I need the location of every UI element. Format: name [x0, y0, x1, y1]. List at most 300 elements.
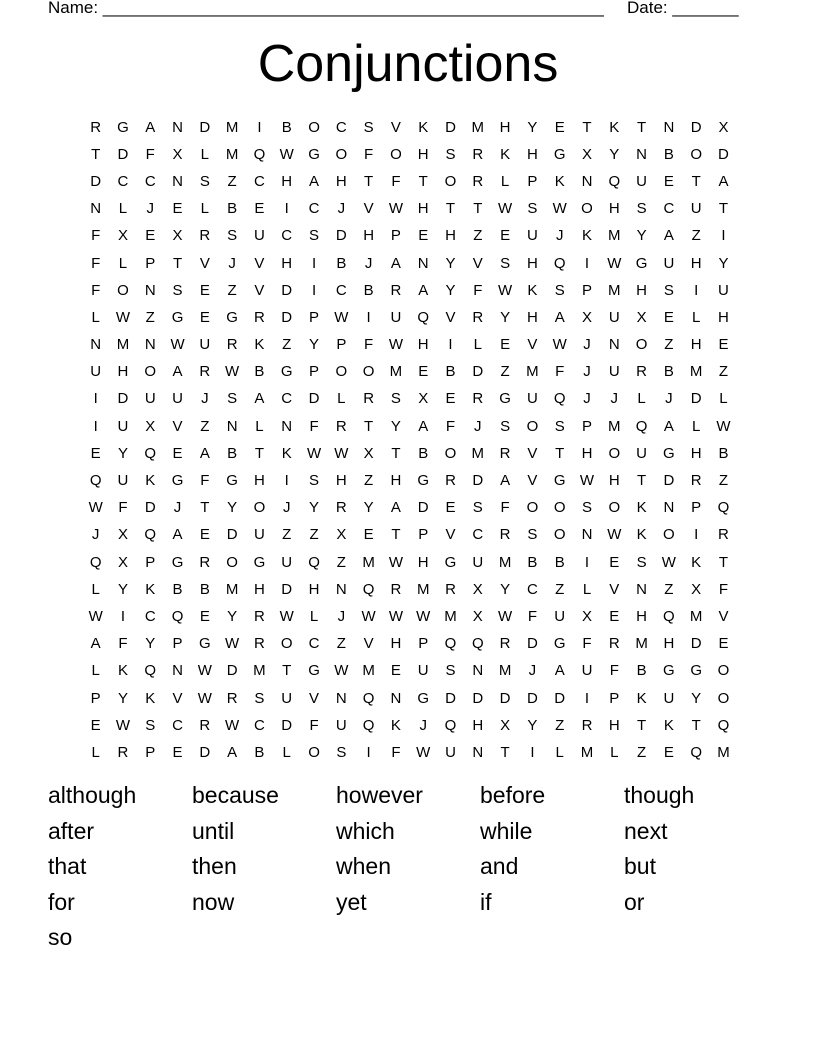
- grid-letter: V: [254, 281, 265, 299]
- grid-letter: X: [172, 145, 183, 163]
- grid-letter: U: [117, 417, 129, 435]
- grid-letter: H: [417, 145, 429, 163]
- grid-letter: M: [498, 662, 512, 680]
- grid-letter: J: [419, 716, 427, 734]
- grid-letter: S: [554, 417, 565, 435]
- grid-letter: N: [608, 336, 620, 354]
- grid-letter: S: [636, 200, 647, 218]
- grid-letter: Y: [309, 336, 320, 354]
- grid-letter: N: [663, 499, 675, 517]
- word-list-item: until: [192, 817, 235, 844]
- grid-letter: N: [417, 254, 429, 272]
- grid-letter: R: [581, 716, 593, 734]
- grid-letter: S: [227, 390, 238, 408]
- grid-letter: M: [116, 336, 130, 354]
- grid-letter: W: [225, 363, 240, 381]
- grid-letter: G: [199, 635, 211, 653]
- grid-letter: U: [254, 526, 265, 544]
- grid-letter: S: [527, 200, 538, 218]
- grid-letter: U: [526, 227, 538, 245]
- grid-letter: M: [635, 635, 648, 653]
- grid-letter: X: [117, 526, 128, 544]
- grid-letter: Q: [362, 580, 375, 598]
- grid-letter: N: [335, 580, 347, 598]
- grid-letter: T: [718, 200, 729, 218]
- grid-letter: J: [337, 200, 346, 218]
- grid-letter: S: [636, 553, 647, 571]
- grid-letter: E: [199, 281, 210, 299]
- grid-letter: K: [663, 716, 674, 734]
- grid-letter: P: [145, 553, 156, 571]
- grid-letter: W: [334, 662, 349, 680]
- grid-letter: J: [665, 390, 673, 408]
- grid-letter: D: [281, 308, 293, 326]
- grid-letter: Q: [362, 716, 375, 734]
- grid-letter: Q: [690, 743, 703, 761]
- grid-letter: X: [718, 118, 729, 136]
- grid-letter: P: [418, 635, 429, 653]
- grid-letter: U: [690, 200, 702, 218]
- grid-letter: W: [361, 607, 376, 625]
- grid-letter: T: [91, 145, 101, 163]
- grid-letter: L: [91, 743, 100, 761]
- grid-letter: F: [118, 635, 128, 653]
- grid-letter: F: [718, 580, 729, 598]
- grid-letter: T: [364, 172, 374, 190]
- grid-letter: Y: [390, 417, 401, 435]
- grid-letter: L: [610, 743, 619, 761]
- grid-letter: H: [608, 200, 620, 218]
- grid-letter: Z: [664, 336, 674, 354]
- grid-letter: O: [608, 499, 621, 517]
- grid-letter: O: [444, 172, 457, 190]
- grid-letter: U: [636, 444, 647, 462]
- grid-letter: Z: [637, 743, 647, 761]
- grid-letter: Q: [444, 716, 457, 734]
- grid-letter: N: [335, 689, 347, 707]
- grid-letter: S: [336, 743, 347, 761]
- grid-letter: E: [390, 662, 401, 680]
- grid-letter: H: [663, 635, 675, 653]
- grid-letter: H: [335, 472, 347, 490]
- grid-letter: S: [554, 281, 565, 299]
- grid-letter: V: [172, 417, 183, 435]
- grid-letter: K: [145, 472, 156, 490]
- grid-letter: L: [309, 607, 319, 625]
- grid-letter: U: [608, 308, 620, 326]
- grid-letter: Z: [555, 716, 565, 734]
- grid-letter: D: [335, 227, 347, 245]
- grid-letter: F: [609, 662, 619, 680]
- grid-letter: Q: [444, 635, 457, 653]
- grid-letter: O: [253, 499, 266, 517]
- grid-letter: U: [718, 281, 729, 299]
- grid-letter: P: [172, 635, 183, 653]
- grid-letter: D: [663, 472, 675, 490]
- grid-letter: N: [144, 336, 156, 354]
- grid-letter: P: [527, 172, 538, 190]
- grid-letter: S: [172, 281, 183, 299]
- grid-letter: Z: [691, 227, 701, 245]
- grid-letter: Y: [117, 444, 128, 462]
- grid-letter: C: [308, 635, 320, 653]
- grid-letter: T: [391, 444, 401, 462]
- grid-letter: V: [718, 607, 729, 625]
- grid-letter: T: [364, 417, 374, 435]
- grid-letter: S: [472, 499, 483, 517]
- grid-letter: Z: [227, 281, 237, 299]
- grid-row: [82, 332, 742, 359]
- grid-letter: H: [417, 553, 429, 571]
- grid-letter: D: [472, 472, 484, 490]
- grid-row: [82, 304, 742, 331]
- grid-letter: T: [473, 200, 483, 218]
- grid-letter: I: [366, 308, 371, 326]
- grid-letter: A: [554, 662, 565, 680]
- grid-letter: N: [636, 145, 647, 163]
- grid-letter: O: [553, 499, 566, 517]
- grid-letter: W: [498, 200, 513, 218]
- grid-letter: C: [144, 607, 156, 625]
- grid-row: [82, 141, 742, 168]
- grid-letter: T: [555, 444, 565, 462]
- grid-letter: L: [337, 390, 346, 408]
- grid-letter: O: [717, 662, 730, 680]
- grid-letter: U: [472, 553, 484, 571]
- grid-letter: Y: [227, 499, 238, 517]
- grid-letter: H: [690, 444, 702, 462]
- grid-letter: F: [91, 281, 101, 299]
- grid-letter: S: [581, 499, 592, 517]
- grid-row: [82, 359, 742, 386]
- grid-letter: Z: [282, 526, 292, 544]
- grid-letter: M: [225, 580, 239, 598]
- grid-letter: W: [306, 444, 322, 462]
- grid-letter: U: [172, 390, 183, 408]
- grid-letter: A: [663, 227, 674, 245]
- grid-letter: B: [636, 662, 647, 680]
- grid-letter: U: [90, 363, 102, 381]
- word-list-item: however: [336, 782, 423, 808]
- grid-letter: I: [311, 254, 317, 272]
- grid-letter: O: [335, 145, 348, 163]
- grid-letter: E: [418, 227, 429, 245]
- grid-letter: Q: [553, 390, 566, 408]
- grid-letter: S: [227, 227, 238, 245]
- grid-letter: K: [636, 689, 647, 707]
- grid-letter: F: [145, 145, 155, 163]
- grid-letter: W: [607, 526, 622, 544]
- grid-letter: K: [390, 716, 401, 734]
- grid-letter: N: [281, 417, 293, 435]
- grid-letter: I: [584, 689, 590, 707]
- grid-letter: E: [500, 336, 511, 354]
- grid-letter: K: [145, 580, 156, 598]
- grid-letter: E: [199, 308, 210, 326]
- grid-letter: V: [527, 472, 538, 490]
- grid-letter: V: [363, 635, 374, 653]
- grid-letter: O: [308, 118, 320, 136]
- grid-letter: L: [719, 390, 728, 408]
- grid-letter: L: [91, 580, 100, 598]
- grid-row: [82, 549, 742, 576]
- grid-letter: I: [257, 118, 262, 136]
- grid-letter: H: [390, 472, 402, 490]
- grid-letter: B: [172, 580, 183, 598]
- word-list-item: so: [48, 924, 73, 951]
- grid-letter: R: [472, 145, 484, 163]
- grid-letter: M: [225, 145, 239, 163]
- grid-letter: X: [691, 580, 702, 598]
- grid-letter: J: [528, 662, 537, 680]
- grid-letter: O: [390, 145, 402, 163]
- grid-letter: V: [199, 254, 210, 272]
- grid-letter: X: [117, 553, 128, 571]
- grid-letter: H: [526, 145, 538, 163]
- grid-letter: D: [281, 281, 293, 299]
- grid-letter: D: [144, 499, 156, 517]
- grid-letter: Y: [500, 308, 511, 326]
- grid-letter: L: [118, 254, 128, 272]
- grid-letter: R: [117, 743, 129, 761]
- grid-letter: P: [145, 254, 156, 272]
- word-list-item: next: [624, 817, 668, 844]
- grid-letter: N: [172, 172, 183, 190]
- grid-letter: Q: [717, 499, 730, 517]
- grid-letter: B: [363, 281, 374, 299]
- grid-letter: P: [309, 363, 320, 381]
- grid-letter: J: [583, 336, 591, 354]
- grid-letter: A: [172, 363, 183, 381]
- grid-letter: O: [526, 499, 539, 517]
- grid-letter: Q: [717, 716, 730, 734]
- grid-letter: A: [390, 499, 401, 517]
- grid-letter: J: [201, 390, 209, 408]
- grid-letter: D: [281, 716, 293, 734]
- grid-letter: Y: [445, 281, 456, 299]
- grid-letter: D: [718, 145, 729, 163]
- grid-letter: V: [472, 254, 483, 272]
- grid-row: [82, 576, 742, 603]
- grid-letter: R: [335, 499, 347, 517]
- grid-letter: B: [254, 363, 265, 381]
- grid-row: [82, 495, 742, 522]
- grid-letter: Q: [471, 635, 484, 653]
- grid-letter: T: [172, 254, 183, 272]
- grid-letter: R: [445, 472, 456, 490]
- grid-letter: G: [499, 390, 511, 408]
- grid-letter: X: [581, 145, 592, 163]
- grid-letter: D: [117, 145, 129, 163]
- grid-row: [82, 739, 742, 766]
- grid-letter: O: [717, 689, 730, 707]
- grid-letter: S: [527, 526, 538, 544]
- grid-letter: M: [471, 444, 485, 462]
- grid-letter: H: [254, 472, 265, 490]
- grid-letter: U: [445, 743, 456, 761]
- grid-row: [82, 631, 742, 658]
- grid-letter: S: [500, 254, 511, 272]
- grid-letter: H: [417, 336, 429, 354]
- grid-letter: Q: [253, 145, 266, 163]
- grid-letter: M: [444, 607, 457, 625]
- grid-letter: A: [418, 281, 429, 299]
- grid-letter: D: [690, 390, 702, 408]
- grid-row: [82, 603, 742, 630]
- grid-letter: K: [527, 281, 538, 299]
- grid-letter: O: [308, 743, 320, 761]
- grid-letter: D: [445, 118, 456, 136]
- grid-letter: O: [362, 363, 375, 381]
- grid-letter: G: [171, 472, 184, 490]
- grid-letter: B: [199, 580, 210, 598]
- grid-letter: W: [416, 607, 431, 625]
- grid-letter: E: [363, 526, 374, 544]
- grid-letter: E: [445, 499, 456, 517]
- grid-letter: B: [718, 444, 729, 462]
- word-list-item: while: [480, 817, 533, 844]
- grid-letter: W: [279, 607, 294, 625]
- grid-letter: R: [335, 417, 347, 435]
- grid-letter: I: [93, 390, 98, 408]
- grid-letter: R: [608, 635, 620, 653]
- grid-letter: R: [472, 390, 484, 408]
- grid-letter: G: [253, 553, 266, 571]
- word-list-item: when: [336, 853, 391, 880]
- grid-letter: R: [472, 308, 484, 326]
- grid-letter: N: [90, 336, 102, 354]
- grid-letter: E: [718, 336, 729, 354]
- word-list-item: then: [192, 853, 237, 880]
- grid-letter: D: [90, 172, 102, 190]
- grid-letter: Q: [417, 308, 430, 326]
- grid-letter: K: [581, 227, 592, 245]
- grid-letter: C: [472, 526, 484, 544]
- grid-letter: B: [445, 363, 456, 381]
- grid-letter: H: [690, 336, 702, 354]
- grid-letter: O: [117, 281, 129, 299]
- grid-letter: J: [583, 363, 591, 381]
- grid-letter: S: [309, 227, 320, 245]
- grid-letter: D: [417, 499, 429, 517]
- grid-letter: H: [445, 227, 456, 245]
- grid-letter: V: [309, 689, 320, 707]
- grid-letter: W: [225, 635, 240, 653]
- grid-letter: K: [145, 689, 156, 707]
- grid-letter: Z: [500, 363, 510, 381]
- grid-letter: U: [663, 689, 675, 707]
- grid-letter: M: [253, 662, 266, 680]
- grid-letter: E: [445, 390, 456, 408]
- grid-letter: G: [635, 254, 648, 272]
- grid-letter: J: [555, 227, 564, 245]
- grid-letter: C: [144, 172, 156, 190]
- grid-letter: G: [117, 118, 129, 136]
- grid-letter: L: [118, 200, 128, 218]
- grid-letter: I: [284, 472, 289, 490]
- grid-letter: W: [88, 607, 103, 625]
- grid-letter: O: [444, 444, 457, 462]
- grid-letter: K: [117, 662, 128, 680]
- word-list-item: if: [480, 888, 492, 915]
- grid-letter: F: [118, 499, 128, 517]
- grid-row: [82, 277, 742, 304]
- grid-letter: E: [199, 526, 210, 544]
- grid-letter: H: [718, 308, 729, 326]
- grid-letter: F: [309, 716, 319, 734]
- grid-letter: S: [363, 118, 374, 136]
- grid-letter: G: [690, 662, 703, 680]
- grid-letter: J: [610, 390, 619, 408]
- grid-letter: M: [362, 662, 375, 680]
- grid-letter: S: [254, 689, 265, 707]
- grid-letter: O: [280, 635, 293, 653]
- grid-letter: Z: [473, 227, 483, 245]
- grid-letter: H: [690, 254, 702, 272]
- grid-letter: H: [526, 254, 538, 272]
- grid-letter: W: [279, 145, 294, 163]
- grid-letter: H: [526, 308, 538, 326]
- grid-letter: O: [335, 363, 348, 381]
- grid-letter: H: [363, 227, 375, 245]
- grid-letter: M: [689, 363, 703, 381]
- grid-letter: R: [254, 607, 265, 625]
- grid-letter: W: [334, 308, 349, 326]
- grid-letter: W: [388, 607, 403, 625]
- grid-letter: R: [199, 553, 211, 571]
- grid-letter: Q: [553, 254, 566, 272]
- grid-letter: W: [498, 607, 513, 625]
- grid-letter: D: [281, 580, 293, 598]
- grid-letter: W: [416, 743, 431, 761]
- grid-letter: F: [391, 743, 401, 761]
- grid-row: [82, 467, 742, 494]
- grid-letter: E: [663, 308, 674, 326]
- word-list-item: which: [336, 817, 395, 844]
- grid-row: [82, 685, 742, 712]
- grid-letter: N: [663, 118, 675, 136]
- grid-letter: F: [200, 472, 210, 490]
- grid-letter: W: [498, 281, 513, 299]
- grid-letter: A: [90, 635, 101, 653]
- grid-letter: D: [690, 635, 702, 653]
- grid-letter: X: [336, 526, 347, 544]
- grid-letter: N: [390, 689, 402, 707]
- grid-letter: E: [90, 716, 101, 734]
- grid-letter: J: [282, 499, 291, 517]
- grid-letter: A: [554, 308, 565, 326]
- grid-letter: D: [117, 390, 129, 408]
- grid-letter: H: [581, 444, 593, 462]
- grid-letter: S: [500, 417, 511, 435]
- grid-letter: Q: [144, 444, 157, 462]
- grid-row: [82, 196, 742, 223]
- grid-letter: D: [226, 662, 238, 680]
- grid-letter: S: [145, 716, 156, 734]
- grid-letter: F: [91, 254, 101, 272]
- grid-letter: G: [171, 553, 184, 571]
- grid-letter: D: [199, 743, 211, 761]
- grid-letter: A: [390, 254, 401, 272]
- grid-letter: O: [581, 200, 593, 218]
- grid-letter: D: [690, 118, 702, 136]
- grid-letter: Q: [635, 417, 648, 435]
- grid-letter: L: [282, 743, 291, 761]
- grid-letter: R: [499, 635, 511, 653]
- word-list-item: now: [192, 888, 235, 915]
- grid-letter: Y: [718, 254, 729, 272]
- grid-letter: B: [418, 444, 429, 462]
